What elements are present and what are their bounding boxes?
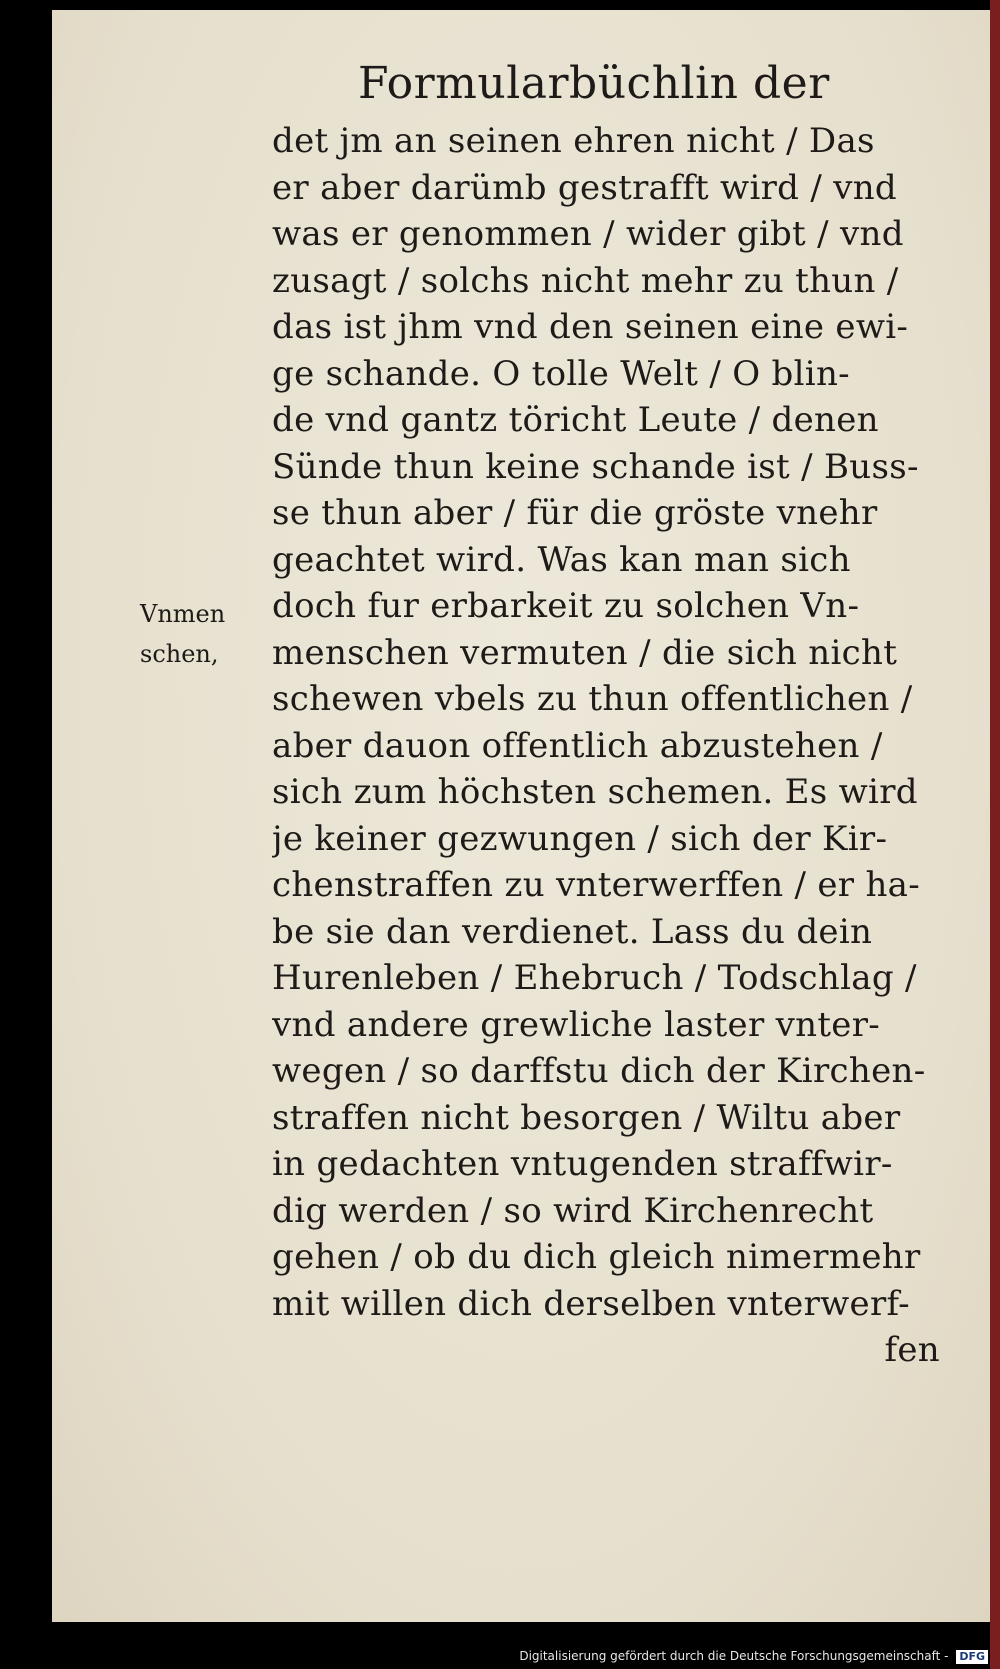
text-line: ge schande. O tolle Welt / O blin- — [272, 353, 850, 394]
margin-note — [140, 594, 270, 674]
text-line: straffen nicht besorgen / Wiltu aber — [272, 1097, 901, 1138]
page-edge-strip — [990, 0, 1000, 1669]
dfg-logo: DFG — [956, 1650, 988, 1664]
text-line: mit willen dich derselben vnterwerf- — [272, 1283, 910, 1324]
body-text — [272, 118, 952, 1374]
text-line: wegen / so darffstu dich der Kirchen- — [272, 1051, 926, 1091]
text-line: aber dauon offentlich abzustehen / — [272, 725, 883, 766]
digitization-footer — [0, 1645, 988, 1667]
text-line: gehen / ob du dich gleich nimermehr — [272, 1237, 921, 1277]
text-line: dig werden / so wird Kirchenrecht — [272, 1190, 874, 1231]
text-line: sich zum höchsten schemen. Es wird — [272, 772, 918, 812]
text-line: menschen vermuten / die sich nicht — [272, 632, 898, 673]
text-line: chenstraffen zu vnterwerffen / er ha- — [272, 865, 921, 905]
catchword: fen — [884, 1330, 940, 1370]
text-line: doch fur erbarkeit zu solchen Vn- — [272, 586, 860, 626]
text-line: Sünde thun keine schande ist / Buss- — [272, 446, 919, 487]
text-line: schewen vbels zu thun offentlichen / — [272, 679, 913, 719]
footer-text: Digitalisierung gefördert durch die Deutsche Forschungsgemeinschaft - — [519, 1649, 949, 1663]
margin-note-line: Vnmen — [140, 600, 226, 628]
text-line: je keiner gezwungen / sich der Kir- — [272, 818, 888, 859]
text-line: be sie dan verdienet. Lass du dein — [272, 911, 873, 952]
text-line: geachtet wird. Was kan man sich — [272, 539, 851, 580]
text-line: se thun aber / für die gröste vnehr — [272, 493, 878, 533]
running-header: Formularbüchlin der — [358, 58, 830, 109]
text-line: det jm an seinen ehren nicht / Das — [272, 121, 875, 161]
text-line: zusagt / solchs nicht mehr zu thun / — [272, 260, 899, 301]
margin-note-line: schen, — [140, 640, 219, 668]
text-line: was er genommen / wider gibt / vnd — [272, 214, 904, 254]
text-line: de vnd gantz töricht Leute / denen — [272, 400, 879, 440]
text-line: in gedachten vntugenden straffwir- — [272, 1144, 893, 1184]
text-line: das ist jhm vnd den seinen eine ewi- — [272, 307, 909, 347]
text-line: er aber darümb gestrafft wird / vnd — [272, 167, 897, 208]
text-line: Hurenleben / Ehebruch / Todschlag / — [272, 958, 917, 998]
text-line: vnd andere grewliche laster vnter- — [272, 1004, 881, 1045]
